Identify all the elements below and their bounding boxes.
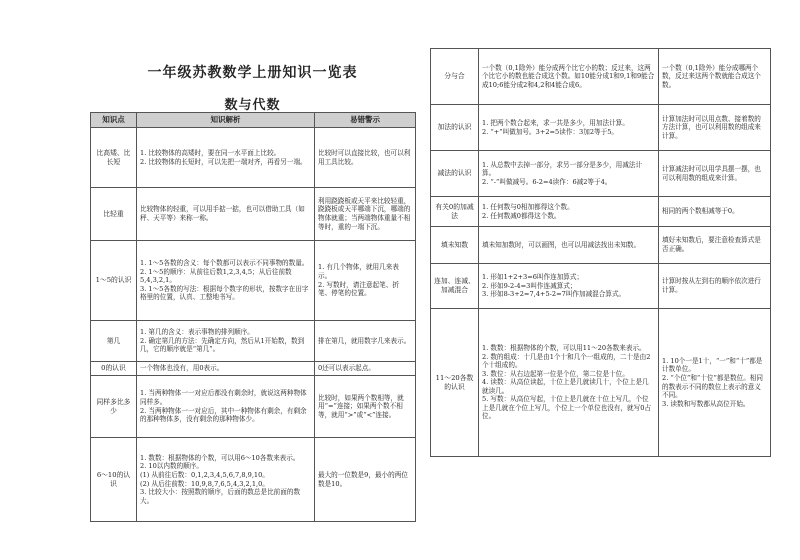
- warning-line: 2. 写数时，请注意起笔、折笔、停笔的位置。: [318, 280, 399, 298]
- topic-cell: 比轻重: [91, 188, 137, 241]
- analysis-cell: [137, 438, 315, 522]
- analysis-cell: [479, 309, 659, 457]
- topic-cell: 6～10的认识: [91, 438, 137, 522]
- analysis-line: 1. 比较物体的高矮时，要在同一水平面上比较。: [140, 148, 281, 157]
- warning-cell: [315, 362, 416, 376]
- analysis-line: 2. 当两种物体一一对应后，其中一种物体有剩余，有剩余的那种物体多，没有剩余的那种物体少。: [140, 406, 307, 424]
- analysis-line: (2) 从后往前数：10,9,8,7,6,5,4,3,2,1,0。: [140, 479, 269, 488]
- table-row: [91, 188, 416, 241]
- topic-cell: 有关0的加减法: [431, 197, 479, 227]
- warning-line: 0还可以表示起点。: [318, 364, 375, 373]
- warning-cell: [315, 438, 416, 522]
- topic-cell: 加法的认识: [431, 105, 479, 151]
- table-row: [431, 227, 771, 264]
- analysis-line: 5. 写数：从高位写起，十位上是几就在十位上写几，个位上是几就在个位上写几，个位上一个单位也没有，就写0占位。: [482, 395, 652, 421]
- topic-cell: 11～20各数的认识: [431, 309, 479, 457]
- table-row: [431, 49, 771, 105]
- warning-line: 计算减法时可以用学具摆一摆，也可以利用数的组成来计算。: [662, 164, 761, 182]
- analysis-cell: [479, 197, 659, 227]
- knowledge-table-left: [90, 112, 416, 522]
- header-warning: 易错警示: [315, 113, 416, 128]
- warning-line: 比较时，如果两个数相等，就用“=”连接；如果两个数不相等，就用“>”或“<”连接。: [318, 393, 404, 419]
- warning-line: 比较时可以直接比较，也可以利用工具比较。: [318, 148, 411, 166]
- warning-cell: [659, 264, 771, 309]
- analysis-line: 1. 1～5各数的含义：每个数都可以表示不同事物的数量。: [140, 259, 309, 268]
- analysis-line: 1. 数数：根据物体的个数，可以用11～20各数来表示。: [482, 343, 646, 352]
- left-page: [90, 0, 415, 560]
- warning-cell: [315, 188, 416, 241]
- warning-line: 一个数（0,1除外）能分成哪两个数，反过来这两个数就能合成这个数。: [662, 63, 761, 89]
- warning-line: 1. 10个一是1十，“一”和“十”都是计数单位。: [662, 356, 763, 374]
- analysis-line: 2. 形如9-2-4=3叫作连减算式；: [482, 281, 577, 290]
- analysis-cell: [137, 188, 315, 241]
- analysis-line: 3. 形如8-3+2=7,4+5-2=7叫作加减混合算式。: [482, 290, 626, 299]
- topic-cell: 0的认识: [91, 362, 137, 376]
- analysis-line: 比较物体的轻重，可以用手掂一掂，也可以借助工具（如秤、天平等）来称一称。: [140, 205, 305, 222]
- table-row: [431, 151, 771, 197]
- topic-cell: 连加、连减、加减混合: [431, 264, 479, 309]
- analysis-line: 3. 1～5各数的写法：根据每个数字的形状，按数字在田字格里的位置，认真、工整地书写。: [140, 284, 309, 302]
- table-row: [91, 241, 416, 321]
- analysis-line: 3. 数位：从右边起第一位是个位，第二位是十位。: [482, 369, 629, 378]
- warning-cell: [659, 105, 771, 151]
- analysis-line: 1. 把两个数合起来，求一共是多少，用加法计算。: [482, 118, 629, 127]
- warning-line: 利用跷跷板或天平来比较轻重，跷跷板或天平哪端下沉，哪端的物体就重；当两端物体重量不相等时，重的一端下沉。: [318, 196, 411, 231]
- table-row: [91, 376, 416, 438]
- analysis-line: 2. 10以内数的顺序。: [140, 462, 203, 471]
- table-header-row: [91, 113, 416, 128]
- warning-cell: [315, 241, 416, 321]
- warning-cell: [659, 49, 771, 105]
- warning-line: 计算加法时可以用点数、接着数的方法计算，也可以利用数的组成来计算。: [662, 114, 761, 140]
- header-topic: 知识点: [91, 113, 137, 128]
- warning-cell: [659, 197, 771, 227]
- analysis-line: 4. 读数：从高位读起，十位上是几就读几十，个位上是几就读几。: [482, 378, 649, 395]
- analysis-cell: [479, 264, 659, 309]
- header-analysis: 知识解析: [137, 113, 315, 128]
- topic-cell: 比高矮、比长短: [91, 128, 137, 188]
- table-row: [431, 309, 771, 457]
- warning-cell: [659, 309, 771, 457]
- analysis-line: 1. 任何数与0相加都得这个数。: [482, 202, 574, 211]
- right-page: [430, 0, 770, 560]
- analysis-line: 2. “-”叫做减号。6-2=4读作：6减2等于4。: [482, 177, 612, 186]
- warning-line: 填好未知数后，要注意检查算式是否正确。: [662, 236, 761, 253]
- analysis-cell: [479, 49, 659, 105]
- analysis-line: 1. 第几的含义：表示事物的排列顺序。: [140, 328, 254, 337]
- table-row: [91, 362, 416, 376]
- table-row: [431, 105, 771, 151]
- analysis-line: 一个数（0,1除外）能分成两个比它小的数；反过来，这两个比它小的数也能合成这个数。如10能分成1和9,1和9能合成10;6能分成2和4,2和4能合成6。: [482, 63, 655, 89]
- table-row: [91, 321, 416, 362]
- warning-cell: [659, 227, 771, 264]
- warning-line: 2. “个位”和“十位”都是数位。相同的数表示不同的数位上表示的意义不同。: [662, 373, 763, 400]
- analysis-cell: [479, 105, 659, 151]
- analysis-cell: [479, 227, 659, 264]
- page-title: 一年级苏教数学上册知识一览表: [147, 65, 358, 81]
- table-row: [431, 264, 771, 309]
- analysis-line: 1. 数数：根据物体的个数，可以用6～10各数来表示。: [140, 453, 300, 462]
- analysis-line: 填未知加数时，可以画图，也可以用减法找出未知数。: [482, 240, 641, 249]
- analysis-cell: [137, 321, 315, 362]
- analysis-cell: [479, 151, 659, 197]
- warning-line: 最大的一位数是9，最小的两位数是10。: [318, 470, 408, 488]
- analysis-cell: [137, 376, 315, 438]
- section-title: 数与代数: [224, 98, 281, 113]
- analysis-line: (1) 从前往后数：0,1,2,3,4,5,6,7,8,9,10。: [140, 470, 269, 479]
- table-row: [91, 438, 416, 522]
- warning-cell: [315, 128, 416, 188]
- warning-cell: [659, 151, 771, 197]
- topic-cell: 分与合: [431, 49, 479, 105]
- warning-cell: [315, 376, 416, 438]
- analysis-line: 1. 形如1+2+3=6叫作连加算式；: [482, 273, 584, 282]
- analysis-line: 2. 确定第几的方法：先确定方向，然后从1开始数，数到几，它的顺序就是“第几”。: [140, 336, 305, 354]
- warning-line: 1. 有几个物体，就用几来表示。: [318, 263, 399, 280]
- topic-cell: 1～5的认识: [91, 241, 137, 321]
- analysis-line: 1. 从总数中去掉一部分，求另一部分是多少，用减法计算。: [482, 160, 643, 178]
- topic-cell: 第几: [91, 321, 137, 362]
- topic-cell: 填未知数: [431, 227, 479, 264]
- warning-line: 计算时按从左到右的顺序依次进行计算。: [662, 277, 761, 294]
- warning-line: 相同的两个数相减等于0。: [662, 207, 739, 216]
- analysis-cell: [137, 362, 315, 376]
- analysis-line: 2. “+”叫做加号。3+2=5读作：3加2等于5。: [482, 127, 618, 136]
- analysis-line: 一个物体也没有，用0表示。: [140, 364, 224, 373]
- analysis-line: 2. 任何数减0都得这个数。: [482, 211, 561, 220]
- analysis-cell: [137, 241, 315, 321]
- table-row: [431, 197, 771, 227]
- warning-cell: [315, 321, 416, 362]
- knowledge-table-right: [430, 48, 771, 457]
- analysis-line: 2. 1～5的顺序：从前往后数1,2,3,4,5；从后往前数5,4,3,2,1。: [140, 267, 292, 285]
- analysis-cell: [137, 128, 315, 188]
- analysis-line: 1. 当两种物体一一对应后都没有剩余时，就说这两种物体同样多。: [140, 389, 307, 406]
- analysis-line: 2. 比较物体的长短时，可以先把一端对齐，再看另一端。: [140, 157, 307, 166]
- topic-cell: 同样多比多少: [91, 376, 137, 438]
- warning-line: 排在第几，就用数字几来表示。: [318, 336, 411, 345]
- analysis-line: 3. 比较大小：按照数的顺序，后面的数总是比前面的数大。: [140, 488, 301, 505]
- analysis-line: 2. 数的组成：十几是由1个十和几个一组成的，二十是由2个十组成的。: [482, 352, 651, 370]
- topic-cell: 减法的认识: [431, 151, 479, 197]
- table-row: [91, 128, 416, 188]
- warning-line: 3. 读数和写数都从高位开始。: [662, 399, 750, 408]
